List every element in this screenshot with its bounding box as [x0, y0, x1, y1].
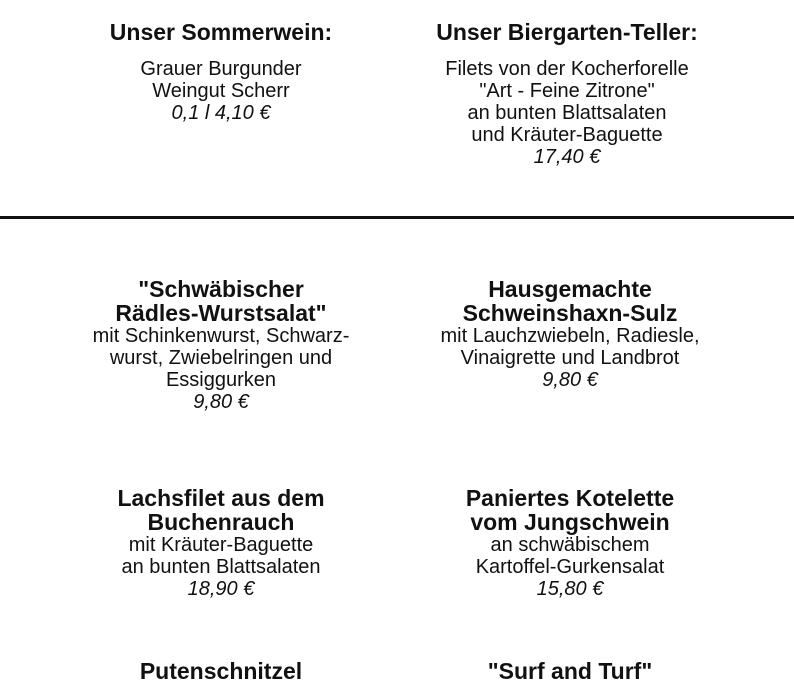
summer-wine-line: Grauer Burgunder	[140, 58, 302, 80]
menu-item-description: an bunten Blattsalaten	[121, 556, 321, 578]
menu-item-description: mit Schinkenwurst, Schwarz-	[92, 325, 350, 347]
menu-item-title: Schweinshaxn-Sulz	[462, 300, 678, 326]
summer-wine-heading: Unser Sommerwein:	[109, 19, 333, 45]
menu-item-title: Hausgemachte	[488, 276, 652, 302]
summer-wine-line: Weingut Scherr	[152, 80, 290, 102]
menu-item-price: 9,80 €	[193, 391, 249, 413]
menu-item-description: Kartoffel-Gurkensalat	[475, 556, 665, 578]
menu-item	[60, 486, 382, 600]
menu-item-title: "Schwäbischer	[138, 276, 304, 302]
menu-item	[405, 486, 735, 600]
beer-garden-plate-line: "Art - Feine Zitrone"	[479, 80, 655, 102]
beer-garden-plate-section	[400, 20, 734, 168]
beer-garden-plate-line: und Kräuter-Baguette	[471, 124, 663, 146]
menu-item-price: 15,80 €	[536, 578, 604, 600]
menu-item-description: mit Kräuter-Baguette	[128, 534, 314, 556]
menu-item-title: Buchenrauch	[147, 509, 295, 535]
beer-garden-plate-price: 17,40 €	[533, 146, 601, 168]
menu-item-description: mit Lauchzwiebeln, Radiesle,	[440, 325, 700, 347]
summer-wine-price: 0,1 l 4,10 €	[171, 102, 271, 124]
menu-item-description: Vinaigrette und Landbrot	[460, 347, 680, 369]
menu-item-title: Rädles-Wurstsalat"	[115, 300, 327, 326]
summer-wine-section	[60, 20, 382, 124]
menu-item-title: "Surf and Turf"	[487, 658, 653, 684]
menu-item	[405, 277, 735, 391]
menu-item-title: Putenschnitzel	[139, 658, 303, 684]
menu-item	[60, 659, 382, 683]
menu-item-title: Lachsfilet aus dem	[117, 485, 325, 511]
menu-item-description: an schwäbischem	[490, 534, 650, 556]
beer-garden-plate-heading: Unser Biergarten-Teller:	[436, 19, 698, 45]
menu-item-title: Paniertes Kotelette	[465, 485, 675, 511]
section-divider	[0, 216, 794, 219]
menu-item	[405, 659, 735, 683]
menu-item-title: vom Jungschwein	[470, 509, 670, 535]
menu-item-price: 18,90 €	[187, 578, 255, 600]
menu-item	[60, 277, 382, 413]
menu-item-price: 9,80 €	[542, 369, 598, 391]
menu-item-description: wurst, Zwiebelringen und	[109, 347, 333, 369]
beer-garden-plate-line: Filets von der Kocherforelle	[445, 58, 689, 80]
menu-item-description: Essiggurken	[165, 369, 277, 391]
beer-garden-plate-line: an bunten Blattsalaten	[467, 102, 667, 124]
